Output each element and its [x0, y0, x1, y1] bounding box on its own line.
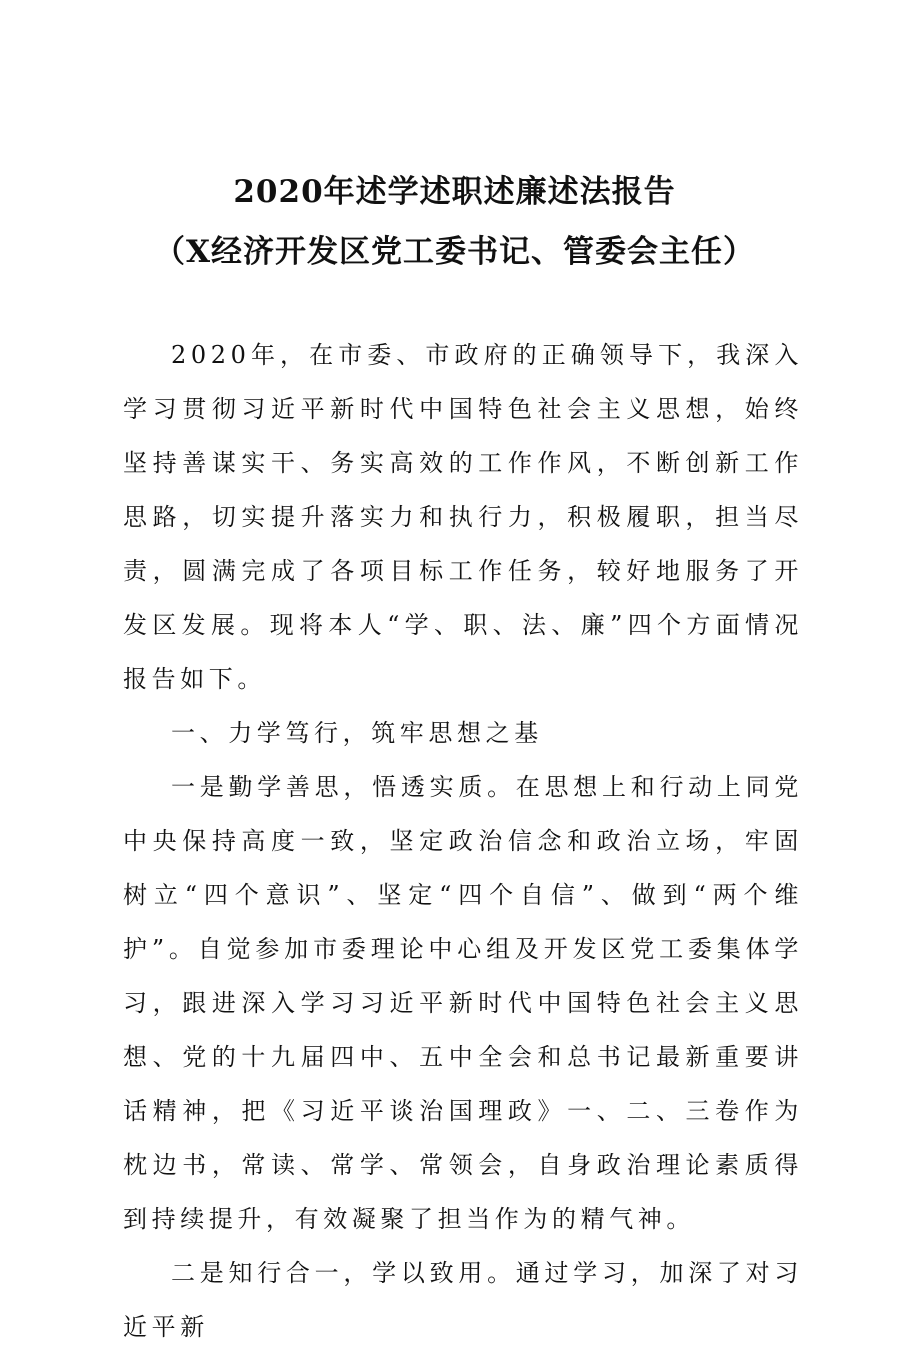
- intro-paragraph: 2020年，在市委、市政府的正确领导下，我深入学习贯彻习近平新时代中国特色社会主义思想，始终坚持善谋实干、务实高效的工作作风，不断创新工作思路，切实提升落实力和执行力，积极履职，担当尽责，圆满完成了各项目标工作任务，较好地服务了开发区发展。现将本人“学、职、法、廉”四个方面情况报告如下。: [123, 341, 803, 693]
- document-body: [123, 328, 803, 1354]
- document-subtitle: （X经济开发区党工委书记、管委会主任）: [153, 234, 756, 270]
- document-title: 2020年述学述职述廉述法报告: [233, 174, 676, 210]
- body-paragraph: 二是知行合一，学以致用。通过学习，加深了对习近平新: [123, 1259, 803, 1341]
- section-heading: 一、力学笃行，筑牢思想之基: [171, 719, 543, 747]
- body-paragraph: 一是勤学善思，悟透实质。在思想上和行动上同党中央保持高度一致，坚定政治信念和政治立场，牢固树立“四个意识”、坚定“四个自信”、做到“两个维护”。自觉参加市委理论中心组及开发区党工委集体学习，跟进深入学习习近平新时代中国特色社会主义思想、党的十九届四中、五中全会和总书记最新重要讲话精神，把《习近平谈治国理政》一、二、三卷作为枕边书，常读、常学、常领会，自身政治理论素质得到持续提升，有效凝聚了担当作为的精气神。: [123, 773, 803, 1233]
